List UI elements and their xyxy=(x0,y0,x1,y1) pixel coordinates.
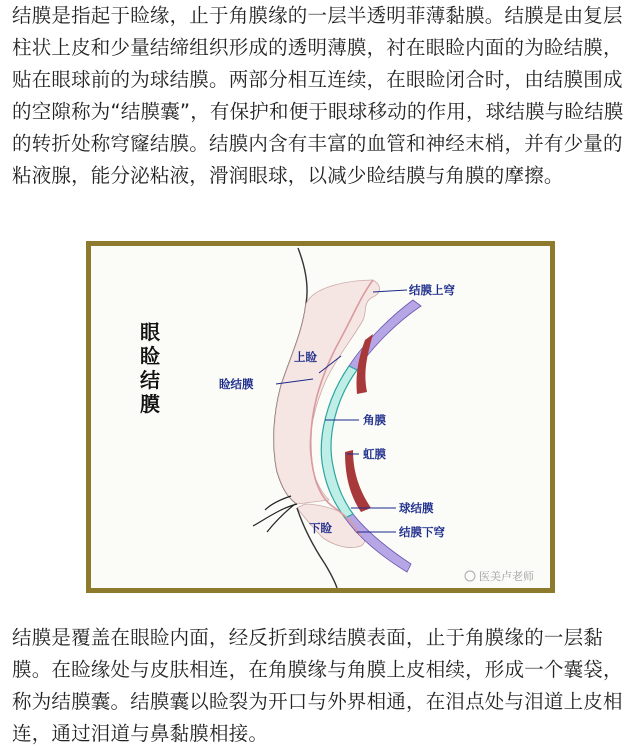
label-bulbar-conjunctiva: 球结膜 xyxy=(399,501,434,515)
label-upper-lid: 上睑 xyxy=(294,350,317,364)
outro-paragraph: 结膜是覆盖在眼睑内面，经反折到球结膜表面，止于角膜缘的一层黏膜。在睑缘处与皮肤相连，在角膜缘与角膜上皮相续，形成一个囊袋，称为结膜囊。结膜囊以睑裂为开口与外界相通，在泪点处与泪道上皮相连，通过泪道与鼻黏膜相接。 xyxy=(12,626,623,745)
svg-text:医美卢老师: 医美卢老师 xyxy=(479,570,534,583)
label-iris: 虹膜 xyxy=(363,447,386,461)
watermark xyxy=(465,569,534,583)
label-lower-fornix: 结膜下穹 xyxy=(399,525,445,539)
eyelashes xyxy=(253,496,297,532)
label-cornea: 角膜 xyxy=(363,413,386,427)
cornea-arc xyxy=(321,366,357,518)
conjunctiva-diagram xyxy=(86,241,555,593)
label-upper-fornix: 结膜上穹 xyxy=(409,283,455,297)
label-lower-lid: 下睑 xyxy=(309,521,332,535)
diagram-title-char: 膜 xyxy=(140,392,160,416)
diagram-title-char: 睑 xyxy=(140,344,160,368)
eyelid-cross-section xyxy=(91,246,550,588)
intro-paragraph: 结膜是指起于睑缘，止于角膜缘的一层半透明菲薄黏膜。结膜是由复层柱状上皮和少量结缔组织形成的透明薄膜，衬在眼睑内面的为睑结膜，贴在眼球前的为球结膜。两部分相互连续，在眼睑闭合时，由结膜围成的空隙称为“结膜囊”，有保护和便于眼球移动的作用，球结膜与睑结膜的转折处称穹窿结膜。结膜内含有丰富的血管和神经末梢，并有少量的粘液腺，能分泌粘液，滑润眼球，以减少睑结膜与角膜的摩擦。 xyxy=(12,4,624,187)
wechat-icon xyxy=(465,571,475,581)
iris-upper xyxy=(356,334,373,394)
diagram-title-char: 眼 xyxy=(140,320,160,344)
label-palpebral-conjunctiva: 睑结膜 xyxy=(219,377,254,391)
diagram-title-char: 结 xyxy=(140,368,160,392)
